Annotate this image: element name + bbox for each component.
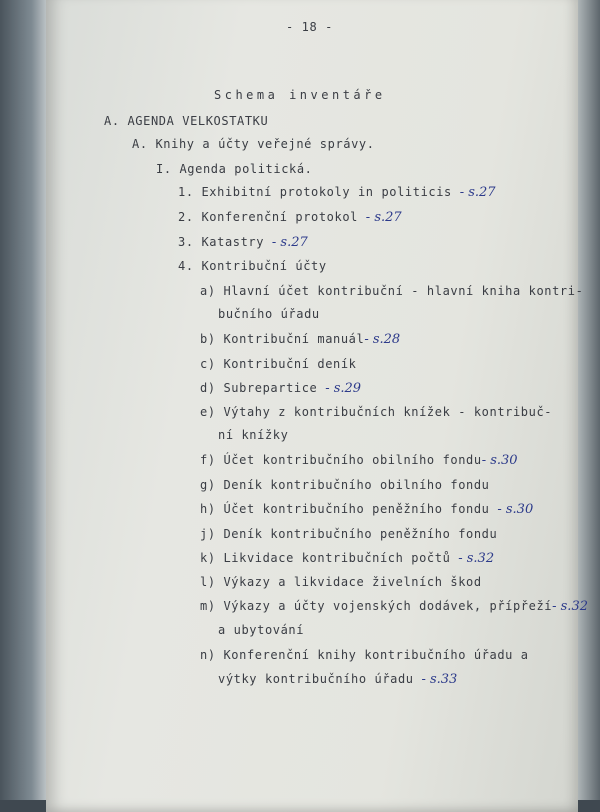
list-item: 1. Exhibitní protokoly in politicis - s.27 xyxy=(178,185,496,200)
handwritten-note: - s.32 xyxy=(552,599,588,614)
sub-list-item-continuation: výtky kontribučního úřadu - s.33 xyxy=(218,672,458,687)
sub-list-item: b) Kontribuční manuál- s.28 xyxy=(200,332,401,347)
handwritten-note: - s.28 xyxy=(364,332,401,347)
handwritten-note: - s.30 xyxy=(481,453,518,468)
sub-list-item: a) Hlavní účet kontribuční - hlavní kniha kontri- xyxy=(200,284,584,298)
sub-list-item-continuation: ní knížky xyxy=(218,428,289,442)
sub-list-item-continuation: a ubytování xyxy=(218,623,305,637)
sub-list-item: d) Subrepartice - s.29 xyxy=(200,381,362,396)
sub-list-item: n) Konferenční knihy kontribučního úřadu a xyxy=(200,648,529,662)
handwritten-note: - s.27 xyxy=(271,235,308,250)
section-heading: A. AGENDA VELKOSTATKU xyxy=(104,114,269,128)
page-title: Schema inventáře xyxy=(214,88,386,102)
sub-list-item: f) Účet kontribučního obilního fondu- s.30 xyxy=(200,453,518,468)
chapter-heading: I. Agenda politická. xyxy=(156,162,313,176)
sub-list-item: l) Výkazy a likvidace živelních škod xyxy=(200,575,482,589)
handwritten-note: - s.33 xyxy=(421,672,458,687)
sub-list-item: h) Účet kontribučního peněžního fondu - s.30 xyxy=(200,502,534,517)
sub-list-item: e) Výtahy z kontribučních knížek - kontribuč- xyxy=(200,405,553,419)
handwritten-note: - s.27 xyxy=(459,185,496,200)
handwritten-note: - s.32 xyxy=(458,551,495,566)
sub-list-item: m) Výkazy a účty vojenských dodávek, přípřeží- s.32 xyxy=(200,599,588,614)
list-item: 2. Konferenční protokol - s.27 xyxy=(178,210,402,225)
handwritten-note: - s.30 xyxy=(497,502,534,517)
sub-list-item: g) Deník kontribučního obilního fondu xyxy=(200,478,490,492)
sub-list-item: j) Deník kontribučního peněžního fondu xyxy=(200,527,498,541)
handwritten-note: - s.27 xyxy=(365,210,402,225)
page-number: - 18 - xyxy=(286,20,333,34)
list-item: 4. Kontribuční účty xyxy=(178,259,327,273)
subsection-heading: A. Knihy a účty veřejné správy. xyxy=(132,137,375,151)
handwritten-note: - s.29 xyxy=(325,381,362,396)
list-item: 3. Katastry - s.27 xyxy=(178,235,308,250)
sub-list-item: c) Kontribuční deník xyxy=(200,357,357,371)
sub-list-item-continuation: bučního úřadu xyxy=(218,307,320,321)
sub-list-item: k) Likvidace kontribučních počtů - s.32 xyxy=(200,551,495,566)
document-page xyxy=(46,0,588,812)
